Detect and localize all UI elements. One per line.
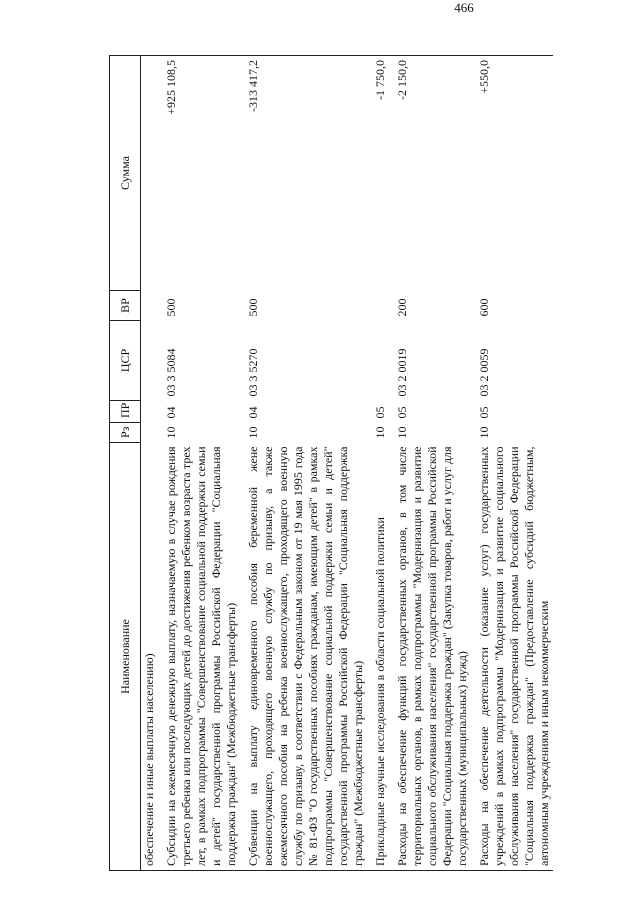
- row-sum: -313 417,2: [245, 56, 372, 291]
- row-vr: 500: [246, 298, 260, 317]
- row-sum: +550,0: [476, 56, 553, 291]
- row-name: Субвенции на выплату единовременного пособия беременной жене военнослужащего, проходящего военную службу по призыву, а также ежемесячного пособия на ребенка военнослужащего, проходящего военную службу по призыву, в соответствии с Федеральным законом от 19 мая 1995 года № 81-ФЗ "О государственных пособиях гражданам, имеющим детей" в рамках подпрограммы "Совершенствование социальной поддержки семьи и детей" государственной программы Российской Федерации "Социальная поддержка граждан" (Межбюджетные трансферты): [245, 443, 372, 871]
- header-sum: Сумма: [110, 56, 141, 291]
- row-vr: [141, 291, 164, 321]
- table-row: [245, 56, 372, 871]
- table-row: [476, 56, 553, 871]
- header-rz: Рз: [110, 423, 141, 443]
- row-rz: 10: [246, 426, 260, 439]
- row-pr: 04: [164, 406, 178, 419]
- row-pr: 05: [373, 406, 387, 419]
- row-name: Расходы на обеспечение деятельности (оказание услуг) государственных учреждений в рамках подпрограммы "Модернизация и развитие социального обслуживания населения" государственной программы Российской Федерации "Социальная поддержка граждан" (Предоставление субсидий бюджетным, автономным учреждениям и иным некоммерческим: [476, 443, 553, 871]
- row-vr: 200: [395, 298, 409, 317]
- row-rz: 10: [477, 426, 491, 439]
- row-name: Субсидии на ежемесячную денежную выплату, назначаемую в случае рождения третьего ребенка или последующих детей до достижения ребенком возраста трех лет, в рамках подпрограммы "Совершенствование социальной поддержки семьи и детей" государственной программы Российской Федерации "Социальная поддержка граждан" (Межбюджетные трансферты): [163, 443, 245, 871]
- row-pr: [141, 401, 164, 423]
- table-row: [394, 56, 476, 871]
- row-csr: 03 3 5084: [164, 348, 178, 397]
- row-csr: [141, 321, 164, 401]
- row-pr: 05: [395, 406, 409, 419]
- row-csr: 03 3 5270: [246, 348, 260, 397]
- row-rz: 10: [395, 426, 409, 439]
- row-vr: 600: [477, 298, 491, 317]
- row-pr: 05: [477, 406, 491, 419]
- row-sum: -2 150,0: [394, 56, 476, 291]
- row-sum: +925 108,5: [163, 56, 245, 291]
- row-name: обеспечение и иные выплаты населению): [141, 443, 164, 871]
- budget-table-container: [109, 56, 551, 871]
- budget-table: [109, 55, 553, 871]
- row-sum: -1 750,0: [372, 56, 394, 291]
- header-pr: ПР: [110, 401, 141, 423]
- table-row: [163, 56, 245, 871]
- header-vr: ВР: [110, 291, 141, 321]
- table-row: [372, 56, 394, 871]
- row-vr: [372, 291, 394, 321]
- row-name: Расходы на обеспечение функций государственных органов, в том числе территориальных органов, в рамках подпрограммы "Модернизация и развитие социального обслуживания населения" государственной программы Российской Федерации "Социальная поддержка граждан" (Закупка товаров, работ и услуг для государственных (муниципальных) нужд): [394, 443, 476, 871]
- table-row: [141, 56, 164, 871]
- row-rz: 10: [373, 426, 387, 439]
- table-header-row: [110, 56, 141, 871]
- page-number: 466: [454, 0, 474, 15]
- header-csr: ЦСР: [110, 321, 141, 401]
- row-csr: 03 2 0059: [477, 348, 491, 397]
- row-name: Прикладные научные исследования в области социальной политики: [372, 443, 394, 871]
- row-vr: 500: [164, 298, 178, 317]
- row-sum: [141, 56, 164, 291]
- header-name: Наименование: [110, 443, 141, 871]
- row-rz: 10: [164, 426, 178, 439]
- row-csr: [372, 321, 394, 401]
- row-csr: 03 2 0019: [395, 348, 409, 397]
- row-pr: 04: [246, 406, 260, 419]
- row-rz: [141, 423, 164, 443]
